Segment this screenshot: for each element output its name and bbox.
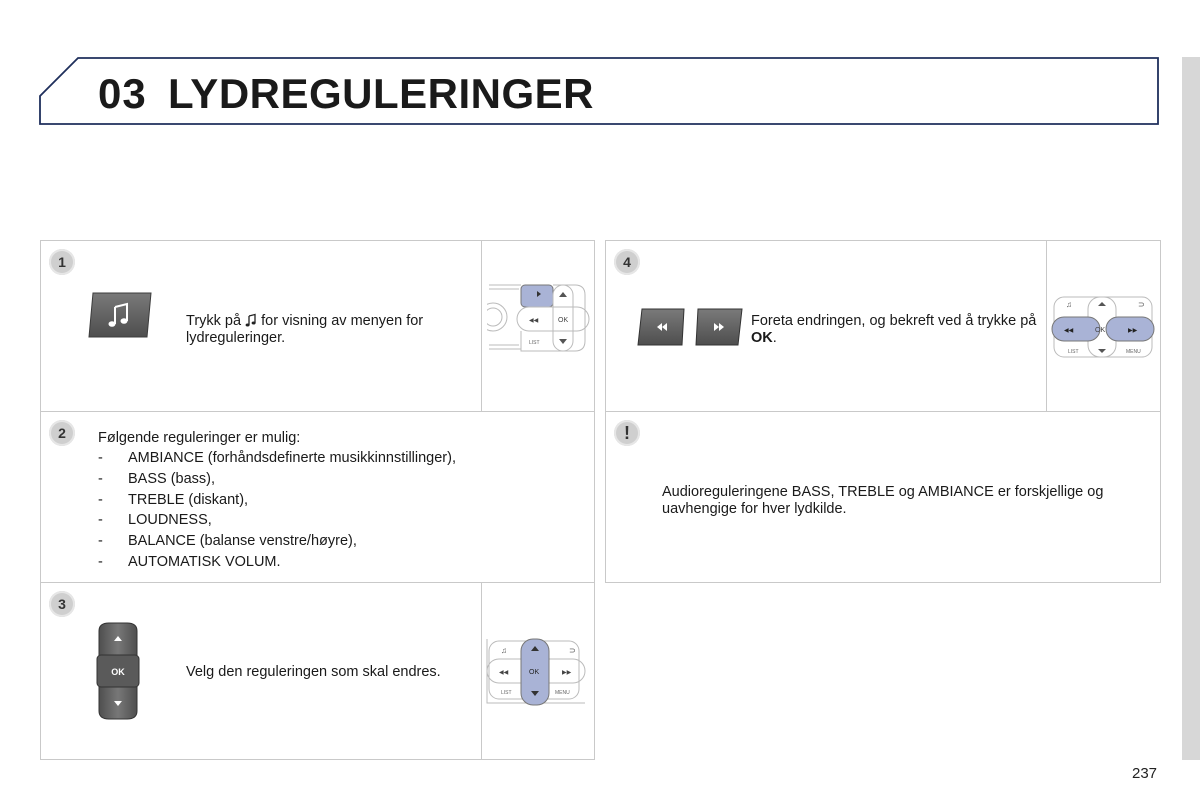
music-button-icon [87, 291, 153, 339]
up-ok-down-button-icon [95, 621, 141, 721]
svg-text:♫: ♫ [501, 646, 507, 655]
menu-label-3: MENU [555, 690, 570, 696]
step-4-badge: 4 [614, 249, 640, 275]
warning-icon: ! [614, 420, 640, 446]
step-4-text-bold: OK [751, 330, 773, 346]
list-dash: - [98, 470, 103, 487]
warning-text: Audioreguleringene BASS, TREBLE og AMBIANCE er forskjellige og uavhengige for hver lydkilde. [662, 484, 1104, 517]
warning-box [605, 411, 1161, 583]
list-dash: - [98, 533, 103, 550]
step-3-text: Velg den reguleringen som skal endres. [186, 664, 441, 680]
control-panel-diagram-4 [1050, 295, 1156, 361]
svg-text:◀◀: ◀◀ [529, 318, 539, 324]
step-4-text [751, 313, 1041, 347]
list-item-text: AMBIANCE (forhåndsdefinerte musikkinnstillinger), [128, 450, 456, 466]
rewind-forward-buttons-icon [636, 307, 746, 347]
ok-label-1: OK [558, 317, 569, 324]
step-1-box [40, 240, 595, 412]
list-dash: - [98, 512, 103, 529]
list-dash: - [98, 450, 103, 466]
svg-text:♫: ♫ [1066, 300, 1072, 309]
chapter-title: LYDREGULERINGER [168, 70, 595, 117]
list-label-3: LIST [501, 690, 512, 696]
list-item-text: TREBLE (diskant), [128, 491, 249, 508]
list-item [98, 552, 456, 573]
list-item-text: BASS (bass), [128, 470, 216, 487]
ok-label-4: OK [1095, 327, 1106, 334]
step-1-text [186, 313, 476, 347]
svg-text:⊃: ⊃ [1138, 300, 1145, 309]
step-2-box [40, 411, 595, 583]
step-4-box [605, 240, 1161, 412]
svg-text:◀◀: ◀◀ [1064, 328, 1074, 334]
ok-label-3: OK [529, 669, 540, 676]
svg-text:▶▶: ▶▶ [1128, 328, 1138, 334]
menu-label-4: MENU [1126, 349, 1141, 355]
page-number: 237 [1132, 765, 1158, 782]
list-item [98, 490, 456, 511]
list-item [98, 510, 456, 531]
ok-button-label: OK [111, 667, 125, 677]
step-1-text-prefix: Trykk på [186, 313, 242, 329]
list-label-1: LIST [529, 340, 540, 346]
list-item [98, 469, 456, 490]
page-edge-strip [1182, 57, 1200, 760]
list-dash: - [98, 553, 103, 570]
step-1-text-suffix: for visning av menyen for lydreguleringer. [186, 313, 424, 346]
step-2-intro: Følgende reguleringer er mulig: [98, 430, 301, 446]
svg-text:◀◀: ◀◀ [499, 670, 509, 676]
list-label-4: LIST [1068, 349, 1079, 355]
step-2-list [98, 448, 456, 573]
list-item-text: BALANCE (balanse venstre/høyre), [128, 533, 357, 550]
list-item [98, 531, 456, 552]
list-item-text: AUTOMATISK VOLUM. [128, 553, 281, 570]
step-3-box [40, 582, 595, 760]
svg-text:▶▶: ▶▶ [562, 670, 572, 676]
chapter-number: 03 [98, 70, 147, 117]
step-4-text-prefix: Foreta endringen, og bekreft ved å trykke på [751, 313, 1037, 329]
list-dash: - [98, 491, 103, 508]
list-item [98, 448, 456, 469]
step-3-badge: 3 [49, 591, 75, 617]
svg-text:⊃: ⊃ [569, 646, 576, 655]
step-2-badge: 2 [49, 420, 75, 446]
music-note-icon [245, 313, 257, 327]
control-panel-diagram-3 [485, 637, 591, 711]
step-1-badge: 1 [49, 249, 75, 275]
list-item-text: LOUDNESS, [128, 512, 212, 529]
control-panel-diagram-1 [487, 281, 591, 353]
step-4-text-end: . [772, 330, 777, 346]
